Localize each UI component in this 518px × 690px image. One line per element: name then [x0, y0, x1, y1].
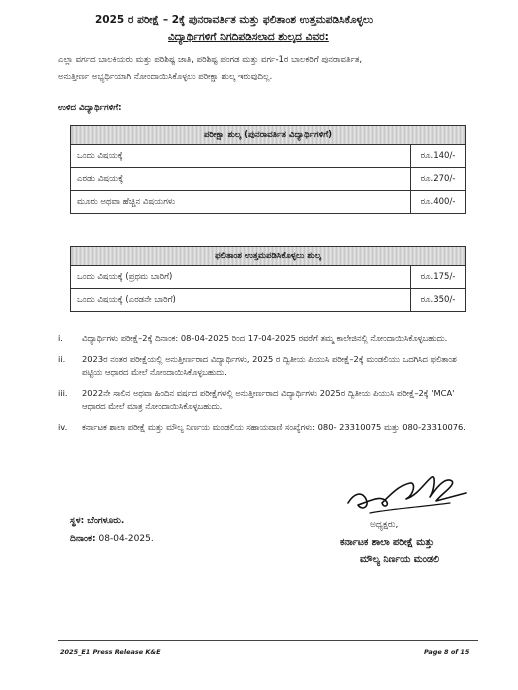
note-text: 2022ನೇ ಸಾಲಿನ ಅಥವಾ ಹಿಂದಿನ ವರ್ಷದ ಪರೀಕ್ಷೆಗಳಲ್ಲಿ ಅನುತ್ತೀರ್ಣರಾದ ವಿದ್ಯಾರ್ಥಿಗಳು 2025ರ ದ್ವಿತೀಯ ಪಿಯುಸಿ ಪರೀಕ್ಷೆ–2ಕ್ಕೆ 'MCA' ಆಧಾರದ ಮೇಲೆ ಮಾತ್ರ ನೋಂದಾಯಿಸಿಕೊಳ್ಳಬಹುದು. — [82, 387, 455, 411]
fee-label: ಮೂರು ಅಥವಾ ಹೆಚ್ಚಿನ ವಿಷಯಗಳು — [71, 191, 411, 214]
notes-list — [58, 332, 473, 441]
list-item — [58, 353, 473, 380]
table-row — [71, 266, 466, 289]
fee-amount: ರೂ.175/- — [411, 266, 466, 289]
table-row — [71, 289, 466, 312]
intro-line-2: ಅನುತ್ತೀರ್ಣ ಅಭ್ಯರ್ಥಿಯಾಗಿ ನೋಂದಾಯಿಸಿಕೊಳ್ಳಲು ಪರೀಕ್ಷಾ ಶುಲ್ಕ ಇರುವುದಿಲ್ಲ. — [58, 72, 273, 82]
exam-fee-table — [70, 125, 466, 214]
fee-label: ಎರಡು ವಿಷಯಕ್ಕೆ — [71, 168, 411, 191]
subtitle-text: ವಿದ್ಯಾರ್ಥಿಗಳಿಗೆ ನಿಗದಿಪಡಿಸಲಾದ ಶುಲ್ಕದ ವಿವರ: — [168, 31, 329, 43]
note-number: iii. — [58, 387, 68, 398]
document-title: 2025 ರ ಪರೀಕ್ಷೆ – 2ಕ್ಕೆ ಪುನರಾವರ್ತಿತ ಮತ್ತು ಫಲಿತಾಂಶ ಉತ್ತಮಪಡಿಸಿಕೊಳ್ಳಲು — [95, 14, 374, 26]
footer-divider — [58, 640, 478, 641]
list-item — [58, 387, 473, 414]
handwritten-signature — [340, 455, 470, 525]
fee-amount: ರೂ.270/- — [411, 168, 466, 191]
table-row — [71, 168, 466, 191]
list-item — [58, 421, 473, 435]
table-row — [71, 145, 466, 168]
fee-amount: ರೂ.350/- — [411, 289, 466, 312]
note-text: ವಿದ್ಯಾರ್ಥಿಗಳು ಪರೀಕ್ಷೆ–2ಕ್ಕೆ ದಿನಾಂಕ: 08-04-2025 ರಿಂದ 17-04-2025 ರವರೆಗೆ ತಮ್ಮ ಕಾಲೇಜಿನಲ್ಲಿ ನೋಂದಾಯಿಸಿಕೊಳ್ಳಬಹುದು. — [82, 333, 448, 343]
intro-paragraph — [58, 52, 498, 86]
note-text: ಕರ್ನಾಟಕ ಶಾಲಾ ಪರೀಕ್ಷೆ ಮತ್ತು ಮೌಲ್ಯ ನಿರ್ಣಯ ಮಂಡಲಿಯ ಸಹಾಯವಾಣಿ ಸಂಖ್ಯೆಗಳು: 080- 23310075 ಮತ್ತು 080-23310076. — [82, 421, 466, 432]
note-number: ii. — [58, 353, 66, 364]
place-line: ಸ್ಥಳ: ಬೆಂಗಳೂರು. — [70, 516, 125, 526]
fee-amount: ರೂ.140/- — [411, 145, 466, 168]
date-line — [70, 534, 154, 544]
fee-label: ಒಂದು ವಿಷಯಕ್ಕೆ — [71, 145, 411, 168]
note-number: i. — [58, 333, 63, 343]
table-header-row — [71, 126, 466, 145]
note-number: iv. — [58, 421, 68, 432]
fee-label: ಒಂದು ವಿಷಯಕ್ಕೆ (ಪ್ರಥಮ ಬಾರಿಗೆ) — [71, 266, 411, 289]
result-improvement-table-header: ಫಲಿತಾಂಶ ಉತ್ತಮಪಡಿಸಿಕೊಳ್ಳಲು ಶುಲ್ಕ — [71, 247, 466, 266]
table-row — [71, 191, 466, 214]
table-header-row — [71, 247, 466, 266]
fee-amount: ರೂ.400/- — [411, 191, 466, 214]
date-label: ದಿನಾಂಕ: — [70, 534, 96, 544]
signatory-organization-line-2: ಮೌಲ್ಯ ನಿರ್ಣಯ ಮಂಡಲಿ — [360, 554, 440, 565]
footer-document-id: 2025_E1 Press Release K&E — [60, 648, 161, 656]
exam-fee-table-header: ಪರೀಕ್ಷಾ ಶುಲ್ಕ (ಪುನರಾವರ್ತಿತ ವಿದ್ಯಾರ್ಥಿಗಳಿಗೆ) — [71, 126, 466, 145]
signatory-designation: ಅಧ್ಯಕ್ಷರು, — [370, 520, 399, 530]
date-value: 08-04-2025. — [98, 534, 154, 544]
note-text: 2023ರ ನಂತರ ಪರೀಕ್ಷೆಯಲ್ಲಿ ಅನುತ್ತೀರ್ಣರಾದ ವಿದ್ಯಾರ್ಥಿಗಳು, 2025 ರ ದ್ವಿತೀಯ ಪಿಯುಸಿ ಪರೀಕ್ಷೆ–2ಕ್ಕೆ ಮಂಡಲಿಯು ಒದಗಿಸಿದ ಫಲಿತಾಂಶ ಪಟ್ಟಿಯ ಆಧಾರದ ಮೇಲೆ ನೋಂದಾಯಿಸಿಕೊಳ್ಳಬಹುದು. — [82, 353, 457, 377]
result-improvement-fee-table — [70, 246, 466, 312]
remaining-students-label: ಉಳಿದ ವಿದ್ಯಾರ್ಥಿಗಳಿಗೆ: — [58, 103, 122, 113]
fee-label: ಒಂದು ವಿಷಯಕ್ಕೆ (ಎರಡನೇ ಬಾರಿಗೆ) — [71, 289, 411, 312]
list-item — [58, 332, 473, 346]
signatory-organization-line-1: ಕರ್ನಾಟಕ ಶಾಲಾ ಪರೀಕ್ಷೆ ಮತ್ತು — [340, 537, 435, 548]
document-subtitle — [168, 31, 329, 44]
intro-line-1: ಎಲ್ಲಾ ವರ್ಗದ ಬಾಲಕಿಯರು ಮತ್ತು ಪರಿಶಿಷ್ಟ ಜಾತಿ, ಪರಿಶಿಷ್ಟ ಪಂಗಡ ಮತ್ತು ವರ್ಗ-1ರ ಬಾಲಕರಿಗೆ ಪುನರಾವರ್ತಿತ, — [58, 55, 363, 65]
footer-page-number: Page 8 of 15 — [424, 648, 470, 656]
